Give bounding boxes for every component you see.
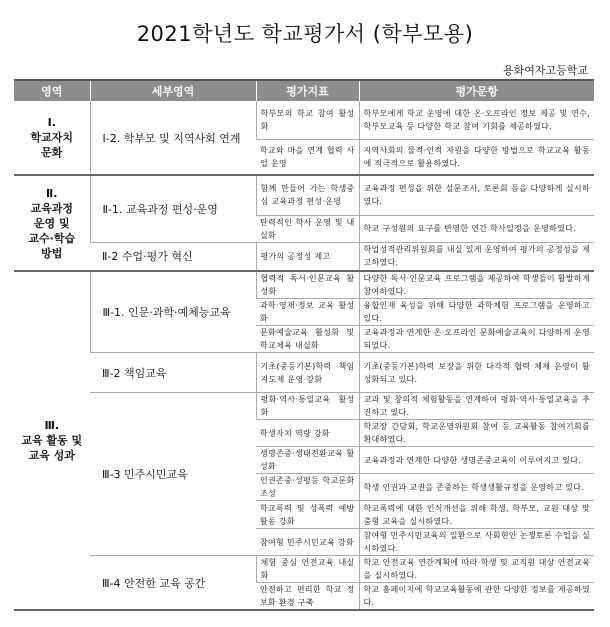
indicator-cell: 생명존중·생태전환교육 활성화 bbox=[256, 447, 359, 474]
indicator-cell: 학교폭력 및 성폭력 예방활동 강화 bbox=[256, 501, 359, 529]
indicator-cell: 참여형 민주시민교육 강화 bbox=[256, 529, 359, 556]
indicator-cell: 평가의 공정성 제고 bbox=[256, 242, 359, 271]
question-cell: 교육과정 편성을 위한 설문조사, 토론회 등을 다양하게 실시하였다. bbox=[359, 175, 594, 215]
evaluation-table bbox=[14, 81, 594, 611]
indicator-cell: 탄력적인 학사 운영 및 내실화 bbox=[256, 215, 359, 242]
area-label: Ⅰ. 학교자치 문화 bbox=[14, 101, 90, 175]
detail-label: Ⅲ-2 책임교육 bbox=[90, 353, 256, 393]
indicator-cell: 체험 중심 안전교육 내실화 bbox=[256, 556, 359, 583]
table-row bbox=[14, 242, 594, 271]
indicator-cell: 학부모의 학교 참여 활성화 bbox=[256, 101, 359, 139]
question-cell: 기초(중등기본)학력 보장을 위한 다각적 협력 체제 운영이 활성화되고 있다. bbox=[359, 353, 594, 393]
indicator-cell: 안전하고 편리한 학교 정보화 환경 구축 bbox=[256, 583, 359, 611]
indicator-cell: 평화·역사·통일교육 활성화 bbox=[256, 393, 359, 420]
detail-label: Ⅱ-1. 교육과정 편성·운영 bbox=[90, 175, 256, 242]
detail-label: Ⅲ-1. 인문·과학·예체능교육 bbox=[90, 271, 256, 353]
header-indicator: 평가지표 bbox=[256, 81, 359, 101]
indicator-cell: 학교와 마을 연계 협력 사업 운영 bbox=[256, 139, 359, 175]
table-row bbox=[14, 175, 594, 215]
indicator-cell: 문화예술교육 활성화 및 학교체육 내실화 bbox=[256, 326, 359, 353]
area-label: Ⅲ. 교육 활동 및 교육 성과 bbox=[14, 271, 90, 610]
question-cell: 다양한 독서·인문교육 프로그램을 제공하여 학생들이 활발하게 참여하였다. bbox=[359, 271, 594, 299]
question-cell: 학교장 간담회, 학교운영위원회 참여 등 교육활동 참여기회를 확대하였다. bbox=[359, 420, 594, 447]
indicator-cell: 협력적 독서·인문교육 활성화 bbox=[256, 271, 359, 299]
indicator-cell: 학생자치 역량 강화 bbox=[256, 420, 359, 447]
table-row bbox=[14, 556, 594, 583]
indicator-cell: 과학·영재·정보 교육 활성화 bbox=[256, 299, 359, 326]
question-cell: 학업성적관리위원회를 내실 있게 운영하여 평가의 공정성을 제고하였다. bbox=[359, 242, 594, 271]
question-cell: 학교 안전교육 연간계획에 따라 학생 및 교직원 대상 안전교육을 실시하였다. bbox=[359, 556, 594, 583]
table-row bbox=[14, 271, 594, 299]
header-question: 평가문항 bbox=[359, 81, 594, 101]
detail-label: Ⅲ-4 안전한 교육 공간 bbox=[90, 556, 256, 611]
area-label: Ⅱ. 교육과정 운영 및 교수·학습 방법 bbox=[14, 175, 90, 271]
detail-label: Ⅱ-2 수업·평가 혁신 bbox=[90, 242, 256, 271]
header-detail: 세부영역 bbox=[90, 81, 256, 101]
school-name: 용화여자고등학교 bbox=[502, 64, 588, 77]
document-title: 2021학년도 학교평가서 (학부모용) bbox=[136, 22, 474, 46]
question-cell: 교육과정과 연계한 온·오프라인 문화예술교육이 다양하게 운영되었다. bbox=[359, 326, 594, 353]
question-cell: 학생 인권과 교권을 존중하는 학생생활규정을 운영하고 있다. bbox=[359, 474, 594, 501]
table-row bbox=[14, 101, 594, 139]
detail-label: Ⅰ-2. 학부모 및 지역사회 연계 bbox=[90, 101, 256, 175]
question-cell: 교육과정과 연계한 다양한 생명존중교육이 이루어지고 있다. bbox=[359, 447, 594, 474]
indicator-cell: 인권존중·성평등 학교문화 조성 bbox=[256, 474, 359, 501]
question-cell: 학부모에게 학교 운영에 대한 온·오프라인 정보 제공 및 연수, 학부모교육 등 다양한 학교 참여 기회를 제공하였다. bbox=[359, 101, 594, 139]
question-cell: 교과 및 창의적 체험활동을 연계하여 평화·역사·통일교육을 추진하고 있다. bbox=[359, 393, 594, 420]
table-row bbox=[14, 393, 594, 420]
question-cell: 학교 구성원의 요구를 반영한 연간 학사일정을 운영하였다. bbox=[359, 215, 594, 242]
question-cell: 학교폭력에 대한 인식개선을 위해 학생, 학부모, 교원 대상 맞춤형 교육을 실시하였다. bbox=[359, 501, 594, 529]
question-cell: 융합인재 육성을 위해 다양한 과학체험 프로그램을 운영하고 있다. bbox=[359, 299, 594, 326]
indicator-cell: 함께 만들어 가는 학생중심 교육과정 편성·운영 bbox=[256, 175, 359, 215]
question-cell: 학교 홈페이지에 학교교육활동에 관한 다양한 정보를 제공하였다. bbox=[359, 583, 594, 611]
detail-label: Ⅲ-3 민주시민교육 bbox=[90, 393, 256, 556]
question-cell: 참여형 민주시민교육의 일환으로 사회현안 논쟁토론 수업을 실시하였다. bbox=[359, 529, 594, 556]
header-area: 영역 bbox=[14, 81, 90, 101]
indicator-cell: 기초(중등기본)학력 책임지도제 운영 강화 bbox=[256, 353, 359, 393]
question-cell: 지역사회의 물적·인적 자원을 다양한 방법으로 학교교육 활동에 적극적으로 활용하였다. bbox=[359, 139, 594, 175]
table-header-row bbox=[14, 81, 594, 101]
table-row bbox=[14, 353, 594, 393]
